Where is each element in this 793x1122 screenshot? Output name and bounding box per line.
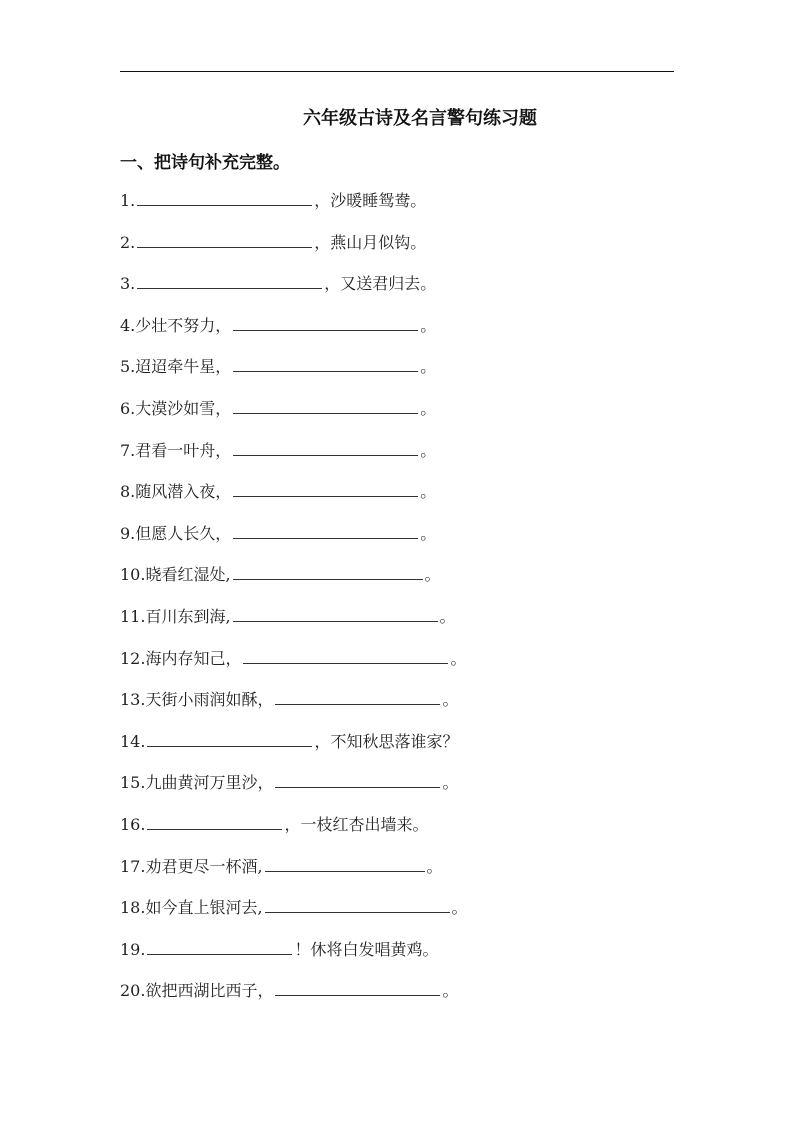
page-title: 六年级古诗及名言警句练习题 — [303, 108, 537, 129]
question-item — [120, 561, 720, 603]
question-text-before: 欲把西湖比西子， — [145, 981, 274, 1001]
question-text-before: 迢迢牵牛星， — [135, 357, 232, 377]
question-number: 5. — [120, 357, 136, 377]
question-number: 15. — [120, 773, 146, 793]
answer-blank[interactable] — [265, 853, 425, 872]
question-text-after: 。 — [420, 315, 437, 335]
question-item — [120, 187, 720, 229]
question-text-before: 晓看红湿处, — [145, 565, 231, 585]
question-item — [120, 229, 720, 271]
question-item — [120, 312, 720, 354]
question-text-before: 如今直上银河去, — [145, 898, 263, 918]
question-text-after: 。 — [420, 482, 437, 502]
question-number: 2. — [120, 232, 136, 252]
question-number: 16. — [120, 814, 146, 834]
question-number: 4. — [120, 315, 136, 335]
answer-blank[interactable] — [275, 686, 440, 705]
question-text-after: ，又送君归去。 — [324, 274, 437, 294]
question-text-after: ，不知秋思落谁家？ — [314, 731, 459, 751]
question-text-after: 。 — [420, 523, 437, 543]
question-item — [120, 936, 720, 978]
answer-blank[interactable] — [233, 603, 438, 622]
answer-blank[interactable] — [265, 894, 450, 913]
question-text-before: 君看一叶舟， — [135, 440, 232, 460]
question-number: 6. — [120, 398, 136, 418]
question-item — [120, 894, 720, 936]
question-list — [120, 187, 720, 1019]
answer-blank[interactable] — [137, 229, 312, 248]
question-text-after: 。 — [439, 606, 456, 626]
answer-blank[interactable] — [137, 187, 312, 206]
question-number: 7. — [120, 440, 136, 460]
question-number: 17. — [120, 856, 146, 876]
question-text-before: 劝君更尽一杯酒, — [145, 856, 263, 876]
question-item — [120, 603, 720, 645]
question-number: 20. — [120, 981, 146, 1001]
question-text-before: 随风潜入夜， — [135, 482, 232, 502]
question-text-after: ，一枝红杏出墙来。 — [284, 814, 429, 834]
question-text-after: ，沙暖睡鸳鸯。 — [314, 191, 427, 210]
question-item — [120, 270, 720, 312]
question-item — [120, 395, 720, 437]
answer-blank[interactable] — [147, 936, 292, 955]
question-text-before: 百川东到海, — [145, 606, 231, 626]
question-text-before: 天街小雨润如酥， — [145, 690, 274, 710]
question-item — [120, 977, 720, 1019]
question-number: 18. — [120, 898, 146, 918]
question-text-before: 九曲黄河万里沙， — [145, 773, 274, 793]
header-rule — [120, 71, 674, 72]
question-item — [120, 728, 720, 770]
answer-blank[interactable] — [275, 977, 440, 996]
question-item — [120, 645, 720, 687]
question-number: 19. — [120, 939, 146, 959]
question-text-after: 。 — [442, 690, 459, 710]
answer-blank[interactable] — [275, 769, 440, 788]
question-number: 3. — [120, 274, 136, 294]
question-number: 8. — [120, 482, 136, 502]
question-item — [120, 811, 720, 853]
question-text-after: 。 — [420, 398, 437, 418]
question-text-after: ，燕山月似钩。 — [314, 232, 427, 252]
question-text-before: 海内存知己， — [145, 648, 242, 668]
question-text-after: 。 — [424, 565, 441, 585]
question-item — [120, 686, 720, 728]
question-item — [120, 437, 720, 479]
answer-blank[interactable] — [233, 520, 418, 539]
question-number: 11. — [120, 606, 146, 626]
answer-blank[interactable] — [233, 561, 423, 580]
question-text-after: 。 — [451, 898, 468, 918]
question-text-after: 。 — [442, 981, 459, 1001]
question-text-after: 。 — [420, 357, 437, 377]
answer-blank[interactable] — [233, 395, 418, 414]
answer-blank[interactable] — [233, 312, 418, 331]
question-text-after: 。 — [426, 856, 443, 876]
answer-blank[interactable] — [243, 645, 448, 664]
question-text-before: 但愿人长久， — [135, 523, 232, 543]
question-number: 10. — [120, 565, 146, 585]
section-heading: 一、把诗句补充完整。 — [120, 153, 290, 173]
answer-blank[interactable] — [147, 811, 282, 830]
question-item — [120, 769, 720, 811]
question-text-before: 大漠沙如雪， — [135, 398, 232, 418]
question-number: 13. — [120, 690, 146, 710]
question-text-after: 。 — [420, 440, 437, 460]
question-item — [120, 353, 720, 395]
answer-blank[interactable] — [137, 270, 322, 289]
question-text-after: ！休将白发唱黄鸡。 — [294, 939, 439, 959]
question-item — [120, 853, 720, 895]
question-text-after: 。 — [442, 773, 459, 793]
question-text-before: 少壮不努力， — [135, 315, 232, 335]
question-number: 12. — [120, 648, 146, 668]
answer-blank[interactable] — [147, 728, 312, 747]
answer-blank[interactable] — [233, 353, 418, 372]
answer-blank[interactable] — [233, 478, 418, 497]
answer-blank[interactable] — [233, 437, 418, 456]
question-text-after: 。 — [450, 648, 467, 668]
question-number: 14. — [120, 731, 146, 751]
question-item — [120, 520, 720, 562]
question-item — [120, 478, 720, 520]
question-number: 9. — [120, 523, 136, 543]
question-number: 1. — [120, 191, 136, 210]
